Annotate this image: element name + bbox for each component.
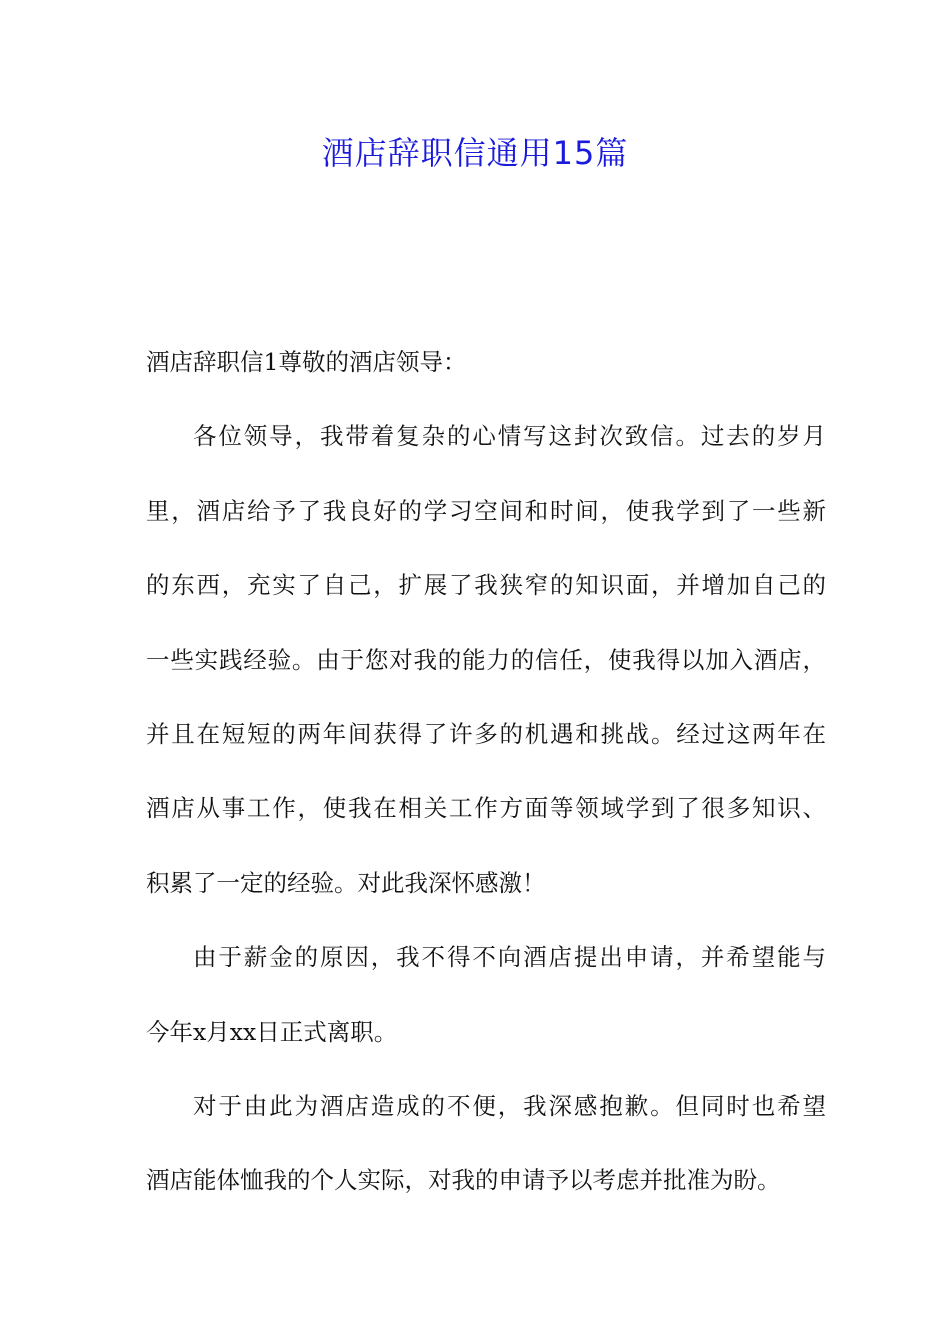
paragraph-1-line-7: 积累了一定的经验。对此我深怀感激！	[146, 868, 546, 897]
paragraph-3-line-2: 酒店能体恤我的个人实际，对我的申请予以考虑并批准为盼。	[146, 1166, 781, 1195]
paragraph-1-line-2: 里，酒店给予了我良好的学习空间和时间，使我学到了一些新	[146, 496, 826, 525]
document-title: 酒店辞职信通用15篇	[321, 134, 629, 172]
document-body	[146, 340, 826, 1233]
paragraph-2-line-2: 今年x月xx日正式离职。	[146, 1017, 398, 1046]
paragraph-1-line-6: 酒店从事工作，使我在相关工作方面等领域学到了很多知识、	[146, 794, 826, 823]
paragraph-2-line-1: 由于薪金的原因，我不得不向酒店提出申请，并希望能与	[193, 943, 826, 972]
paragraph-1-line-1: 各位领导，我带着复杂的心情写这封次致信。过去的岁月	[193, 422, 826, 451]
paragraph-1-line-4: 一些实践经验。由于您对我的能力的信任，使我得以加入酒店，	[146, 645, 826, 674]
paragraph-3-line-1: 对于由此为酒店造成的不便，我深感抱歉。但同时也希望	[193, 1091, 826, 1120]
paragraph-1-line-3: 的东西，充实了自己，扩展了我狭窄的知识面，并增加自己的	[146, 571, 826, 600]
salutation-line: 酒店辞职信1尊敬的酒店领导：	[146, 348, 467, 376]
paragraph-1-line-5: 并且在短短的两年间获得了许多的机遇和挑战。经过这两年在	[146, 719, 826, 748]
